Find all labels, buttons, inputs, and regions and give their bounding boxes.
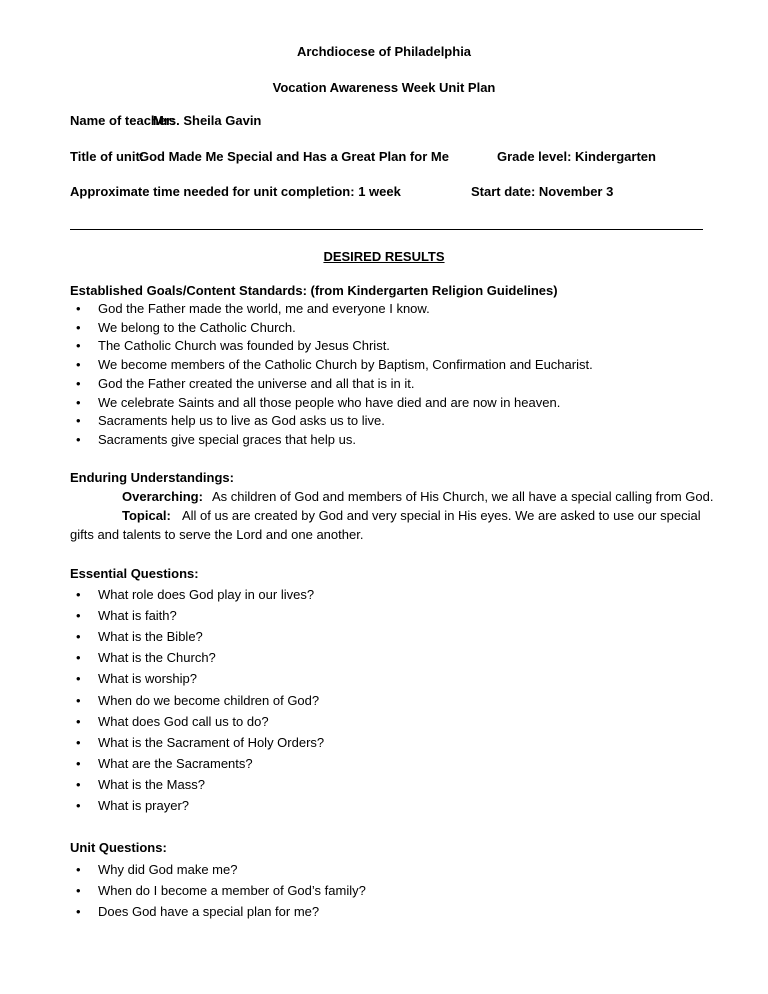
bullet-icon: • [76,394,81,410]
list-item: We belong to the Catholic Church. [98,319,296,335]
bullet-icon: • [76,375,81,391]
list-item: What is the Bible? [98,629,203,645]
goals-heading: Established Goals/Content Standards: (from Kindergarten Religion Guidelines) [70,283,558,298]
list-item: What is the Mass? [98,776,205,792]
bullet-icon: • [76,319,81,335]
bullet-icon: • [76,883,81,899]
list-item: What is the Sacrament of Holy Orders? [98,734,325,750]
topical-text-cont: gifts and talents to serve the Lord and one another. [70,527,364,542]
overarching-label: Overarching: [122,489,203,504]
list-item: Sacraments help us to live as God asks us to live. [98,413,385,429]
teacher-label: Name of teacher: [70,113,176,128]
list-item: What does God call us to do? [98,713,269,729]
section-heading: DESIRED RESULTS [323,249,445,264]
divider [70,229,703,230]
list-item: We become members of the Catholic Church by Baptism, Confirmation and Eucharist. [98,357,593,373]
document-title: Vocation Awareness Week Unit Plan [272,80,496,95]
bullet-icon: • [76,692,81,708]
topical-label: Topical: [122,508,171,523]
grade-level: Grade level: Kindergarten [497,149,656,164]
list-item: When do we become children of God? [98,692,320,708]
bullet-icon: • [76,587,81,602]
bullet-icon: • [76,798,81,813]
list-item: Does God have a special plan for me? [98,904,320,920]
enduring-heading: Enduring Understandings: [70,470,234,485]
bullet-icon: • [76,734,81,750]
unit-title: God Made Me Special and Has a Great Plan for Me [139,149,449,164]
essential-heading: Essential Questions: [70,566,199,581]
list-item: What role does God play in our lives? [98,587,315,602]
list-item: What are the Sacraments? [98,755,253,771]
bullet-icon: • [76,713,81,729]
overarching-text: As children of God and members of His Church, we all have a special calling from God. [212,489,714,504]
unit-questions-heading: Unit Questions: [70,840,167,855]
list-item: Sacraments give special graces that help us. [98,431,356,447]
bullet-icon: • [76,755,81,771]
time-needed: Approximate time needed for unit completion: 1 week [70,184,401,199]
list-item: The Catholic Church was founded by Jesus Christ. [98,338,390,354]
bullet-icon: • [76,650,81,666]
bullet-icon: • [76,431,81,447]
list-item: God the Father made the world, me and everyone I know. [98,301,430,316]
list-item: What is faith? [98,608,177,624]
bullet-icon: • [76,862,81,877]
bullet-icon: • [76,608,81,624]
bullet-icon: • [76,338,81,354]
bullet-icon: • [76,301,81,316]
org-title: Archdiocese of Philadelphia [296,44,472,59]
list-item: What is worship? [98,671,197,687]
topical-text: All of us are created by God and very special in His eyes. We are asked to use our special [182,508,701,523]
list-item: God the Father created the universe and all that is in it. [98,375,415,391]
list-item: Why did God make me? [98,862,238,877]
list-item: We celebrate Saints and all those people who have died and are now in heaven. [98,394,561,410]
teacher-name: Mrs. Sheila Gavin [153,113,262,128]
start-date: Start date: November 3 [471,184,614,199]
bullet-icon: • [76,904,81,920]
list-item: What is prayer? [98,798,190,813]
list-item: What is the Church? [98,650,216,666]
bullet-icon: • [76,357,81,373]
bullet-icon: • [76,413,81,429]
list-item: When do I become a member of God’s family? [98,883,366,899]
bullet-icon: • [76,776,81,792]
bullet-icon: • [76,629,81,645]
bullet-icon: • [76,671,81,687]
unit-label: Title of unit: [70,149,145,164]
